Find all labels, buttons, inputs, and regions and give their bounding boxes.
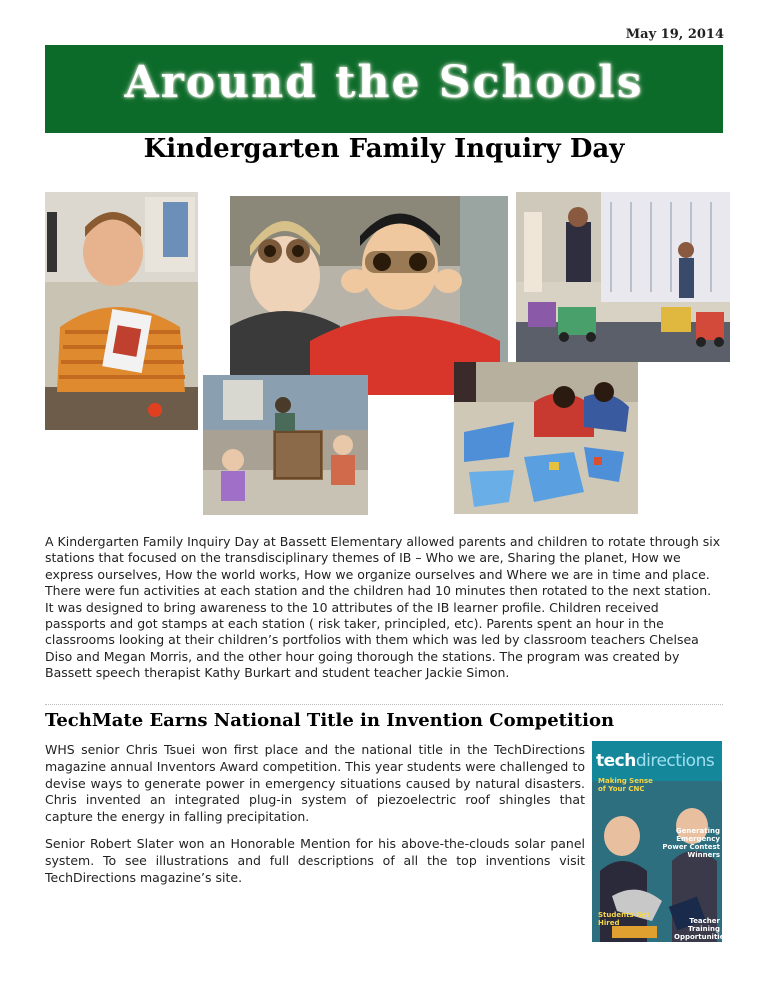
boy-with-passport-photo: [45, 192, 198, 430]
magazine-cover-line: Teacher Training Opportunities: [674, 917, 729, 941]
issue-date: May 19, 2014: [625, 27, 724, 42]
article-1-body: A Kindergarten Family Inquiry Day at Bassett Elementary allowed parents and children to rotate through six stations that focused on the transdisciplinary themes of IB – Who we are, Sharing the planet, How we express ourselves, How the world works, How we organize ourselves and Where we are in time and place. There were fun activities at each station and the children had 10 minutes then rotated to the next station. It was designed to bring awareness to the 10 attributes of the IB learner profile. Children received passports and got stamps at each station ( risk taker, principled, etc). Parents spent an hour in the classrooms looking at their children’s portfolios with them which was led by classroom teachers Chelsea Diso and Megan Morris, and the other hour going thorough the stations. The program was created by Bassett speech therapist Kathy Burkart and student teacher Jackie Simon.: [45, 534, 721, 681]
magazine-cover-line: Students Get Hired: [598, 911, 650, 927]
masthead-title: Around the Schools: [124, 57, 644, 108]
article-2-paragraph: Senior Robert Slater won an Honorable Mention for his above-the-clouds solar panel system. To see illustrations and full descriptions of all the top inventions visit TechDirections magazine’s site.: [45, 835, 585, 885]
article-2-title: TechMate Earns National Title in Invention Competition: [45, 710, 615, 731]
masthead-banner: [45, 45, 723, 133]
section-divider: [45, 704, 723, 705]
magazine-cover-line: Generating Emergency Power Contest Winners: [662, 827, 720, 859]
station-table-photo: [203, 375, 368, 515]
magazine-title-tech: tech: [596, 751, 636, 771]
article-2-body: [45, 742, 585, 896]
cardboard-cars-photo: [516, 192, 730, 362]
magazine-title: [596, 751, 714, 771]
magazine-title-directions: directions: [635, 751, 715, 771]
article-2-paragraph: WHS senior Chris Tsuei won first place and the national title in the TechDirections magazine annual Inventors Award competition. This year students were challenged to devise ways to generate power in emergency situations caused by natural disasters. Chris invented an integrated plug-in system of piezoelectric roof shingles that capture the energy in falling precipitation.: [45, 742, 585, 825]
magazine-cover-line: Making Sense of Your CNC: [598, 777, 653, 793]
magazine-cover-image: [592, 741, 729, 942]
floor-puzzle-photo: [454, 362, 638, 514]
article-1-title: Kindergarten Family Inquiry Day: [143, 134, 625, 164]
